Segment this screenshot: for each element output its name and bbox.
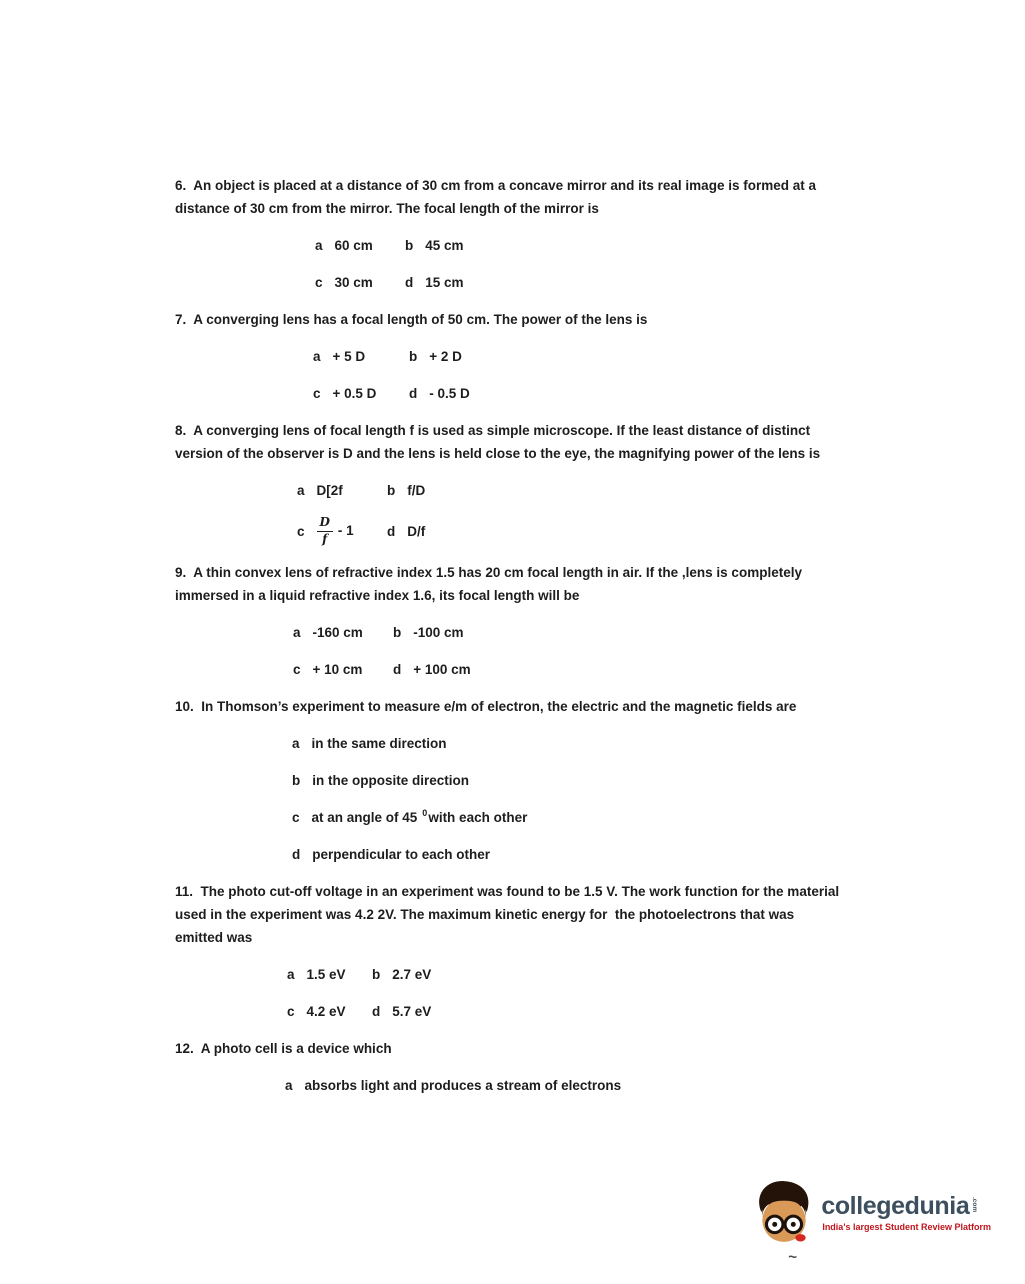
option-value: in the same direction (311, 735, 447, 751)
option-label: d (387, 523, 396, 539)
option-label: a (285, 1077, 293, 1093)
fraction (317, 516, 333, 547)
question-text: 11. The photo cut-off voltage in an experiment was found to be 1.5 V. The work function for the material used in the experiment was 4.2 2V. The maximum kinetic energy for the photoelectrons that was emitted was (175, 883, 843, 945)
option-value: + 100 cm (413, 661, 471, 677)
question-text: 9. A thin convex lens of refractive index 1.5 has 20 cm focal length in air. If the ,lens is completely immersed in a liquid refractive index 1.6, its focal length will be (175, 564, 806, 603)
fraction-suffix: - 1 (337, 522, 354, 538)
option-label: b (372, 966, 381, 982)
option-value: 15 cm (425, 275, 464, 290)
option-a (297, 479, 387, 502)
option-label: a (292, 735, 300, 751)
option-a (285, 1074, 621, 1097)
question-text: 6. An object is placed at a distance of 30 cm from a concave mirror and its real image is formed at a distance of 30 cm from the mirror. The focal length of the mirror is (175, 178, 820, 216)
brand-row (821, 1192, 991, 1220)
option-c (287, 1000, 372, 1023)
option-value: 45 cm (425, 238, 464, 253)
fraction-numerator: D (317, 516, 333, 532)
option-value: 60 cm (334, 238, 373, 253)
option-label: d (393, 661, 402, 677)
option-d (387, 520, 425, 543)
option-row (175, 1074, 843, 1097)
option-label: a (313, 349, 321, 364)
option-a (292, 732, 447, 755)
option-label: b (292, 772, 301, 788)
option-row (175, 234, 843, 257)
option-fraction (317, 516, 354, 547)
option-label: a (287, 966, 295, 982)
option-d (409, 382, 470, 405)
option-row (175, 963, 843, 986)
option-label: c (292, 809, 300, 825)
option-label: c (315, 275, 323, 290)
option-value: f/D (407, 483, 426, 498)
option-label: c (297, 523, 305, 539)
option-label: d (372, 1003, 381, 1019)
brand-tagline: India's largest Student Review Platform (822, 1221, 991, 1232)
question-7 (175, 308, 843, 405)
option-d (393, 658, 471, 681)
option-value: + 5 D (332, 349, 366, 364)
option-label: c (287, 1003, 295, 1019)
option-label: d (405, 275, 414, 290)
option-row (175, 732, 843, 755)
question-text: 7. A converging lens has a focal length of 50 cm. The power of the lens is (175, 312, 648, 327)
degree-superscript: 0 (422, 808, 428, 819)
option-label: b (405, 238, 414, 253)
option-value (312, 806, 528, 829)
question-12 (175, 1037, 843, 1097)
option-label: b (393, 624, 402, 640)
question-paper-content (175, 160, 843, 1111)
option-d (292, 843, 490, 866)
option-value: D[2f (316, 483, 343, 498)
question-8 (175, 419, 843, 547)
option-row (175, 658, 843, 681)
option-value: + 2 D (429, 349, 462, 364)
option-value: 1.5 eV (306, 966, 346, 982)
option-value: -100 cm (413, 624, 464, 640)
option-value: + 10 cm (312, 661, 363, 677)
option-value: perpendicular to each other (312, 846, 491, 862)
option-c (297, 516, 387, 547)
squiggle-mark: ~ (788, 1249, 797, 1266)
collegedunia-mascot-icon (753, 1179, 815, 1245)
option-a (287, 963, 372, 986)
option-b (292, 769, 469, 792)
question-6 (175, 174, 843, 294)
option-label: c (313, 386, 321, 401)
question-text: 8. A converging lens of focal length f is used as simple microscope. If the least distance of distinct version of the observer is D and the lens is held close to the eye, the magnifying power of the lens is (175, 423, 821, 461)
option-value: + 0.5 D (332, 386, 377, 401)
option-row (175, 382, 843, 405)
option-b (387, 479, 425, 502)
option-label: b (387, 483, 396, 498)
option-b (409, 345, 462, 368)
option-row (175, 806, 843, 829)
option-d (405, 271, 464, 294)
option-value: -160 cm (312, 624, 363, 640)
option-b (372, 963, 431, 986)
logo-text (821, 1192, 991, 1233)
option-value: 2.7 eV (392, 966, 432, 982)
collegedunia-logo (753, 1179, 991, 1245)
option-label: c (293, 661, 301, 677)
option-a (293, 621, 393, 644)
option-c (313, 382, 409, 405)
brand-wordmark: collegedunia (821, 1191, 970, 1220)
option-value: 4.2 eV (306, 1003, 346, 1019)
option-label: d (292, 846, 301, 862)
option-c (293, 658, 393, 681)
option-row (175, 516, 843, 547)
option-b (405, 234, 464, 257)
question-text: 12. A photo cell is a device which (175, 1040, 392, 1056)
option-label: a (297, 483, 305, 498)
option-value: 30 cm (334, 275, 373, 290)
question-10 (175, 695, 843, 866)
option-a (315, 234, 405, 257)
option-row (175, 621, 843, 644)
option-value: in the opposite direction (312, 772, 470, 788)
option-row (175, 479, 843, 502)
fraction-denominator: f (322, 531, 328, 546)
option-row (175, 843, 843, 866)
option-c (292, 806, 527, 829)
question-9 (175, 561, 843, 681)
option-row (175, 345, 843, 368)
option-text-suffix: with each other (428, 809, 528, 825)
option-d (372, 1000, 431, 1023)
option-value: absorbs light and produces a stream of electrons (304, 1077, 622, 1093)
option-row (175, 1000, 843, 1023)
option-value: D/f (407, 523, 426, 539)
option-c (315, 271, 405, 294)
option-row (175, 769, 843, 792)
option-text-prefix: at an angle of 45 (311, 809, 418, 825)
option-label: b (409, 349, 418, 364)
option-a (313, 345, 409, 368)
option-label: d (409, 386, 418, 401)
option-value: - 0.5 D (429, 386, 470, 401)
option-row (175, 271, 843, 294)
brand-domain: .com (970, 1196, 978, 1212)
option-b (393, 621, 464, 644)
option-label: a (293, 624, 301, 640)
option-value: 5.7 eV (392, 1003, 432, 1019)
question-11 (175, 880, 843, 1023)
question-text: 10. In Thomson’s experiment to measure e/m of electron, the electric and the magnetic fields are (175, 698, 797, 714)
option-label: a (315, 238, 323, 253)
